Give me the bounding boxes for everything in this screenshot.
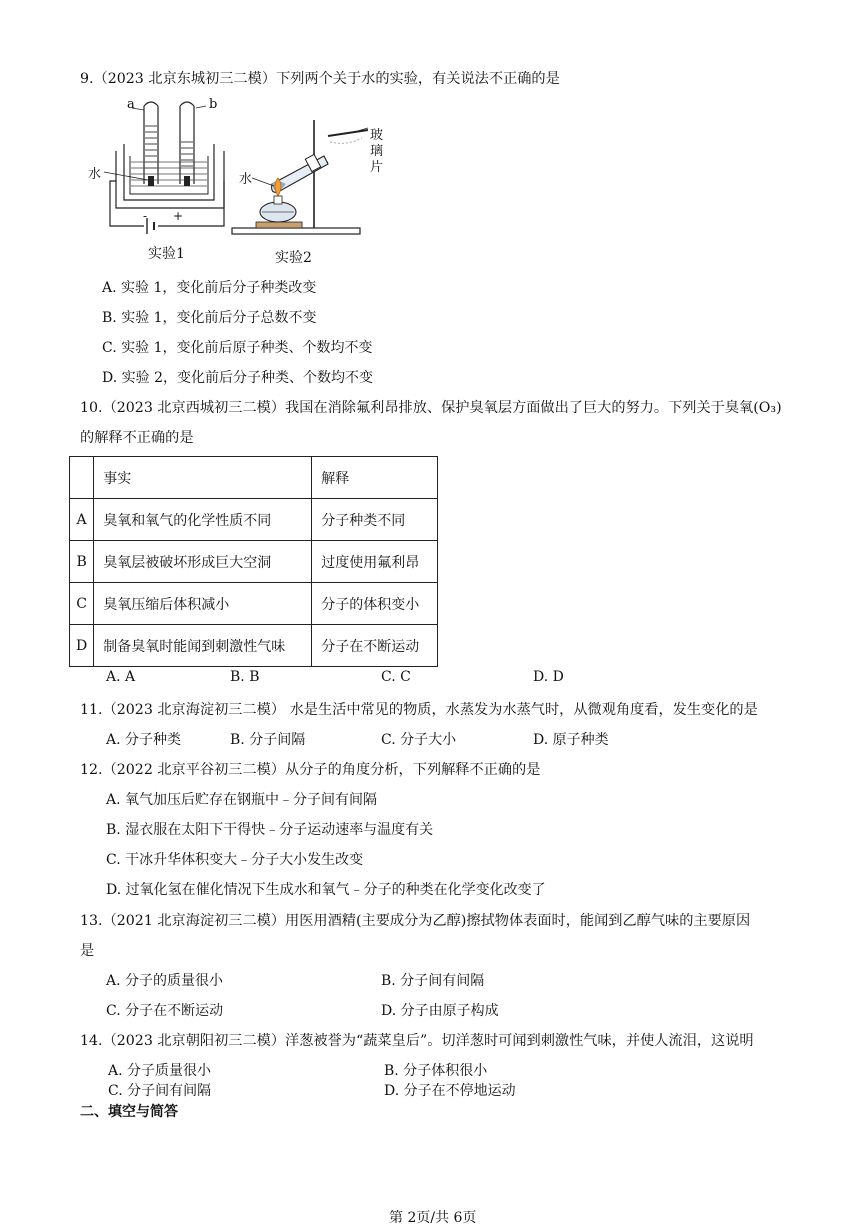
q10-stem-line1: 10.（2023 北京西城初三二模）我国在消除氟利昂排放、保护臭氧层方面做出了巨大的努力。下列关于臭氧(O₃) <box>80 400 782 416</box>
q11-option-d: D. 原子种类 <box>533 732 609 748</box>
q10-option-a: A. A <box>106 669 136 685</box>
q11-option-a: A. 分子种类 <box>106 732 182 748</box>
fig1-label-a: a <box>127 97 135 112</box>
electrolysis-apparatus-figure <box>86 96 236 266</box>
q14-stem: 14.（2023 北京朝阳初三二模）洋葱被誉为“蔬菜皇后”。切洋葱时可闻到刺激性气味，并使人流泪，这说明 <box>80 1033 754 1049</box>
table-cell: B <box>70 541 94 583</box>
table-row <box>70 625 438 667</box>
table-cell: C <box>70 583 94 625</box>
fig1-label-plus: + <box>173 209 184 223</box>
q9-stem: 9.（2023 北京东城初三二模）下列两个关于水的实验，有关说法不正确的是 <box>80 71 560 87</box>
table-cell: A <box>70 499 94 541</box>
q14-option-a: A. 分子质量很小 <box>108 1063 212 1079</box>
q12-stem: 12.（2022 北京平谷初三二模）从分子的角度分析，下列解释不正确的是 <box>80 762 541 778</box>
fig1-caption: 实验1 <box>148 246 185 262</box>
table-row <box>70 583 438 625</box>
table-header-fact: 事实 <box>94 457 312 499</box>
table-row <box>70 499 438 541</box>
table-cell: 制备臭氧时能闻到刺激性气味 <box>94 625 312 667</box>
q12-option-b: B. 湿衣服在太阳下干得快﹣分子运动速率与温度有关 <box>106 822 434 838</box>
table-cell: 分子在不断运动 <box>312 625 438 667</box>
fig2-caption: 实验2 <box>275 250 312 266</box>
page-number: 第 2页/共 6页 <box>389 1210 477 1226</box>
q9-option-d: D. 实验 2，变化前后分子种类、个数均不变 <box>102 370 373 386</box>
fig1-label-b: b <box>209 97 218 112</box>
q10-option-b: B. B <box>230 669 260 685</box>
fig2-label-glass-3: 片 <box>370 160 384 175</box>
fig2-label-glass-2: 璃 <box>370 144 384 159</box>
q13-option-c: C. 分子在不断运动 <box>106 1003 224 1019</box>
fig2-label-glass-1: 玻 <box>370 128 384 143</box>
table-cell <box>70 457 94 499</box>
section-heading: 二、填空与简答 <box>80 1104 178 1120</box>
q11-stem: 11.（2023 北京海淀初三二模） 水是生活中常见的物质，水蒸发为水蒸气时，从微观角度看，发生变化的是 <box>80 702 758 718</box>
q12-option-a: A. 氧气加压后贮存在钢瓶中﹣分子间有间隔 <box>106 792 378 808</box>
q13-stem-line2: 是 <box>80 943 95 959</box>
q9-option-c: C. 实验 1，变化前后原子种类、个数均不变 <box>102 340 373 356</box>
q13-option-b: B. 分子间有间隔 <box>381 973 485 989</box>
table-cell: 分子种类不同 <box>312 499 438 541</box>
q10-option-d: D. D <box>533 669 564 685</box>
q9-option-a: A. 实验 1，变化前后分子种类改变 <box>102 280 317 296</box>
q12-option-d: D. 过氧化氢在催化情况下生成水和氧气﹣分子的种类在化学变化改变了 <box>106 882 546 898</box>
table-cell: 分子的体积变小 <box>312 583 438 625</box>
table-cell: 过度使用氟利昂 <box>312 541 438 583</box>
q9-option-b: B. 实验 1，变化前后分子总数不变 <box>102 310 317 326</box>
q14-option-d: D. 分子在不停地运动 <box>384 1083 516 1099</box>
q13-stem-line1: 13.（2021 北京海淀初三二模）用医用酒精(主要成分为乙醇)擦拭物体表面时，能闻到乙醇气味的主要原因 <box>80 913 751 929</box>
table-cell: D <box>70 625 94 667</box>
table-row <box>70 541 438 583</box>
table-header-row <box>70 457 438 499</box>
q11-option-c: C. 分子大小 <box>381 732 457 748</box>
q12-option-c: C. 干冰升华体积变大﹣分子大小发生改变 <box>106 852 364 868</box>
table-cell: 臭氧和氧气的化学性质不同 <box>94 499 312 541</box>
fig2-label-water: 水 <box>239 172 253 187</box>
q14-option-b: B. 分子体积很小 <box>384 1063 488 1079</box>
table-header-explanation: 解释 <box>312 457 438 499</box>
q10-option-c: C. C <box>381 669 411 685</box>
q13-option-a: A. 分子的质量很小 <box>106 973 224 989</box>
fig1-label-water: 水 <box>88 167 102 182</box>
q11-option-b: B. 分子间隔 <box>230 732 306 748</box>
q14-option-c: C. 分子间有间隔 <box>108 1083 212 1099</box>
table-cell: 臭氧压缩后体积减小 <box>94 583 312 625</box>
table-cell: 臭氧层被破坏形成巨大空洞 <box>94 541 312 583</box>
q10-table <box>69 456 438 667</box>
q13-option-d: D. 分子由原子构成 <box>381 1003 499 1019</box>
fig1-label-minus: - <box>143 209 148 223</box>
q10-stem-line2: 的解释不正确的是 <box>80 430 194 446</box>
